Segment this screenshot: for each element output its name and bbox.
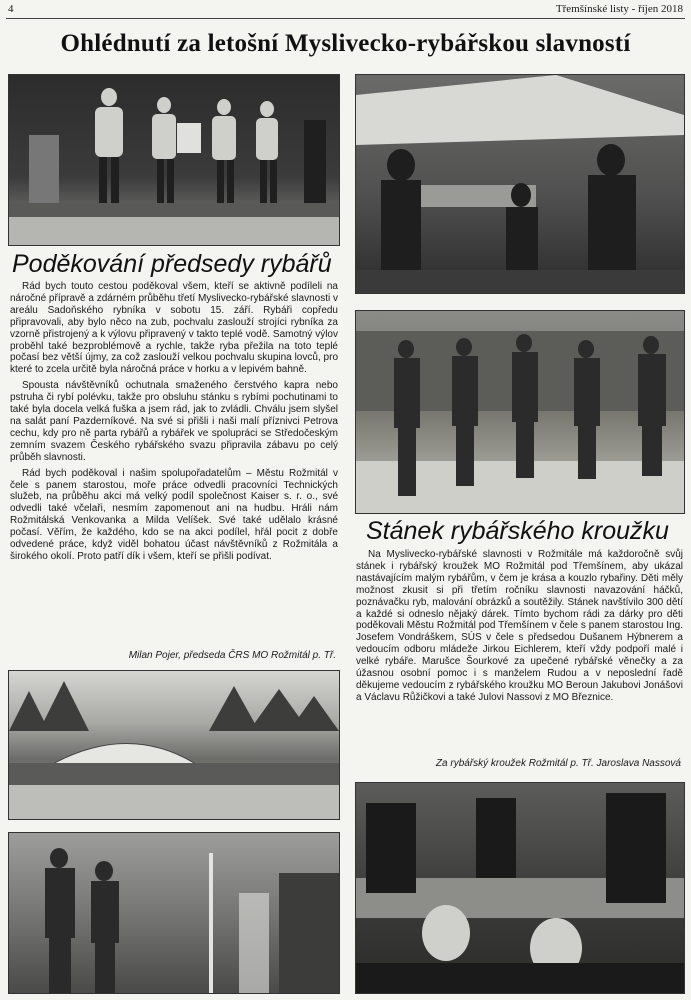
photo-fish-stall bbox=[355, 74, 685, 294]
photo-hunting-horn-players bbox=[355, 310, 685, 514]
page-number: 4 bbox=[8, 3, 14, 15]
section2-paragraph: Na Myslivecko-rybářské slavnosti v Rožmitále má každoročně svůj stánek i rybářský kroužek MO Rožmitál pod Třemšínem, aby ukázal nastávajícím malým rybářům, v čem je krása a kouzlo rybařiny. Děti měly možnost zkusit si při třetím ročníku slavnosti navazování háčků, poznávačku ryb, malování obrázků a soutěžily. Stánek navštívilo 300 dětí a každé si odneslo nějaký dárek. Tímto bychom rádi za dárky pro děti poděkovali Městu Rožmitál pod Třemšínem v čele s panem starostou Ing. Josefem Vondráškem, SÚS v čele s předsedou Dušanem Hýbnerem a vedoucím odboru mládeže Jirkou Eichlerem, kteří vždy podpoří malé i velké rybáře. Marušce Šourkové za upečené rybářské věnečky a za úžasnou osobní pomoc i s manželem Rudou a v neposlední řadě děkujeme vedoucím z rybářského kroužku MO Beroun Jakubovi Jonášovi a Václavu Růžičkovi a také Julovi Nassovi z MO Březnice. bbox=[356, 549, 683, 703]
section1-paragraph: Spousta návštěvníků ochutnala smaženého čerstvého kapra nebo pstruha či rybí polévku, takže pro obsluhu stánku s rybími pochutinami to také byla docela velká fuška a jsem rád, jak to zvládli. Chválu jsem slyšel na salát paní Pazderníkové. Na své si přišli i naši malí příznivci Petrova cechu, kdy pro ně parta rybářů a rybářek ve spolupráci se Středočeským zemním svazem Českého rybářského svazu připravila zábavu po celý průběh slavnosti. bbox=[10, 380, 338, 463]
section-heading-chairman-thanks: Poděkování předsedy rybářů bbox=[12, 250, 332, 278]
page-header bbox=[6, 0, 685, 18]
section1-body bbox=[10, 281, 338, 563]
section-heading-fishing-club-stall: Stánek rybářského kroužku bbox=[366, 517, 669, 545]
section1-paragraph: Rád bych touto cestou poděkoval všem, kteří se aktivně podíleli na náročné přípravě a zdárném průběhu třetí Myslivecko-rybářské slavnosti v areálu Sadoňského rybníka v sobotu 15. září. Rybáři copředu připravovali, aby bylo něco na zub, pochvalu zaslouží strojíci rybníka za vzorně přistrojený a k výlovu připravený v takto teplé vodě. Samotný výlov proběhl také bezproblémově a rychle, takže ryba přežila na toto teplé počasí bez větší újmy, za což zaslouží velkou pochvalu skupina lovců, pro které to zcela určitě byla náročná práce v horku a v lepivém bahně. bbox=[10, 281, 338, 376]
masthead: Třemšínské listy - říjen 2018 bbox=[555, 3, 683, 15]
section2-body bbox=[356, 549, 683, 704]
section1-signature: Milan Pojer, předseda ČRS MO Rožmitál p. Tř. bbox=[128, 650, 336, 661]
photo-festival-grounds bbox=[8, 670, 340, 820]
article-title: Ohlédnutí za letošní Myslivecko-rybářskou slavností bbox=[60, 30, 631, 57]
header-rule bbox=[6, 18, 685, 19]
section1-paragraph: Rád bych poděkoval i našim spolupořadatelům – Městu Rožmitál v čele s panem starostou, moře práce odvedli pracovníci Technických služeb, na průběhu akci má velký podíl společnost Kaiser s. r. o., své odvedli také včelaři, nesmím zapomenout ani na hudbu. Hráli nám Rožmitálská Venkovanka a Milda Velíšek. Své také udělalo krásné počasí. Věřím, že každého, kdo se na akci podílel, hřál pocit z dobře odvedené práce, když viděl bohatou účast návštěvníků z Rožmitála a širokého okolí. Proto patří dík i všem, kteří se přišli podívat. bbox=[10, 467, 338, 562]
section2-signature: Za rybářský kroužek Rožmitál p. Tř. Jaroslava Nassová bbox=[435, 758, 681, 769]
photo-band-on-stage bbox=[8, 74, 340, 246]
photo-children-at-stall bbox=[355, 782, 685, 994]
photo-men-with-rakes bbox=[8, 832, 340, 994]
